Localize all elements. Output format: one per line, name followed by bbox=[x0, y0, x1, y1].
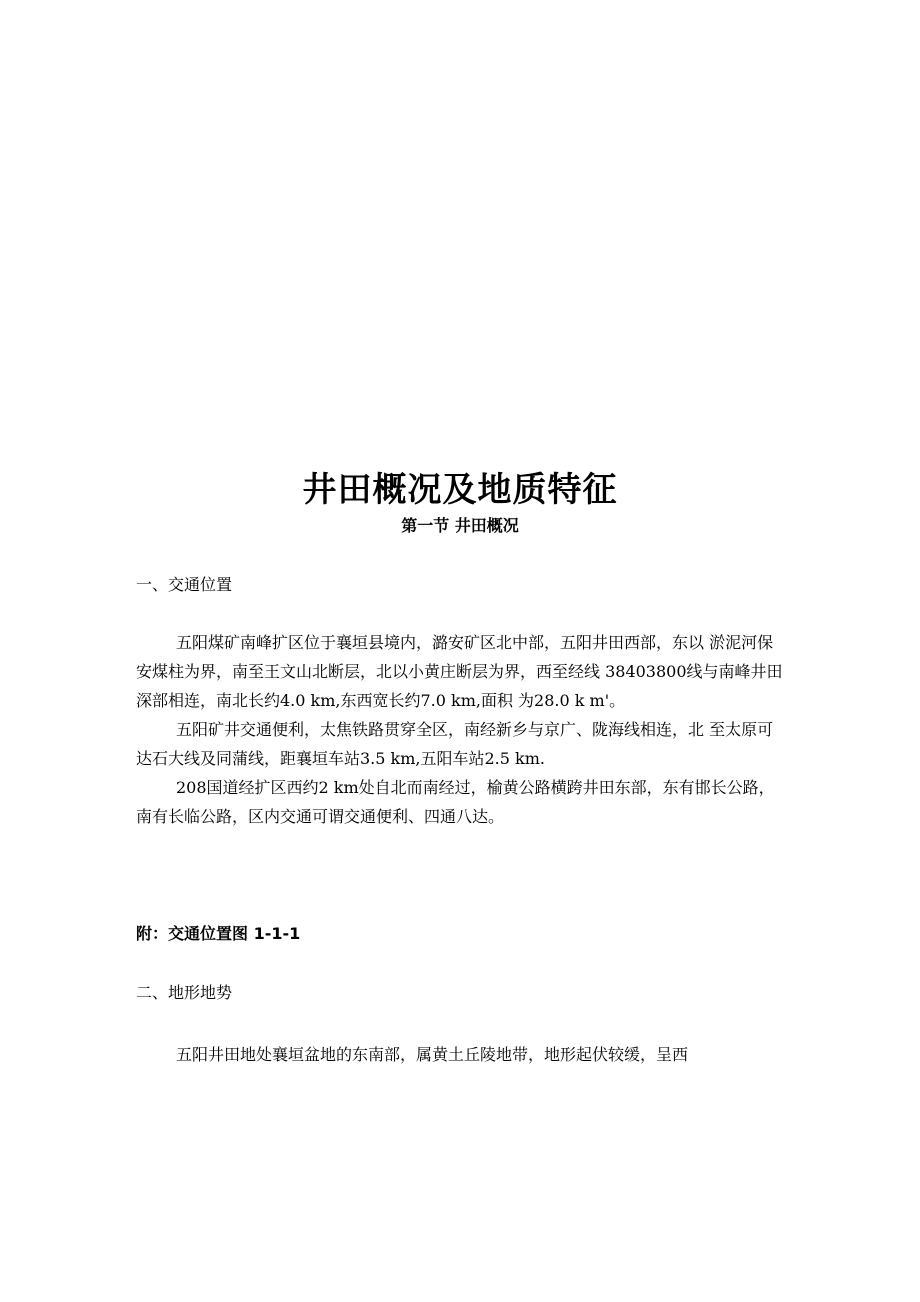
section-title: 第一节 井田概况 bbox=[401, 516, 519, 535]
paragraph-railway: 五阳矿井交通便利，太焦铁路贯穿全区，南经新乡与京广、陇海线相连，北 至太原可达石大线及同蒲线，距襄垣车站3.5 km,五阳车站2.5 km. bbox=[136, 720, 774, 768]
paragraph-roads: 208国道经扩区西约2 km处自北而南经过，榆黄公路横跨井田东部，东有邯长公路，南有长临公路，区内交通可谓交通便利、四通八达。 bbox=[136, 778, 775, 826]
section-heading-transport: 一、交通位置 bbox=[136, 575, 233, 594]
transport-text bbox=[136, 628, 786, 831]
appendix-note: 附：交通位置图 1-1-1 bbox=[136, 924, 301, 943]
document-title: 井田概况及地质特征 bbox=[302, 470, 618, 510]
paragraph-terrain: 五阳井田地处襄垣盆地的东南部，属黄土丘陵地带，地形起伏较缓，呈西 bbox=[176, 1045, 689, 1064]
section-heading-terrain: 二、地形地势 bbox=[136, 983, 233, 1002]
terrain-text bbox=[136, 1040, 786, 1069]
paragraph-location: 五阳煤矿南峰扩区位于襄垣县境内，潞安矿区北中部，五阳井田西部，东以 淤泥河保安煤柱为界，南至王文山北断层，北以小黄庄断层为界，西至经线 38403800线与南峰井田深部相连，南北长约4.0 km,东西宽长约7.0 km,面积 为28.0 k m'。 bbox=[136, 633, 783, 710]
